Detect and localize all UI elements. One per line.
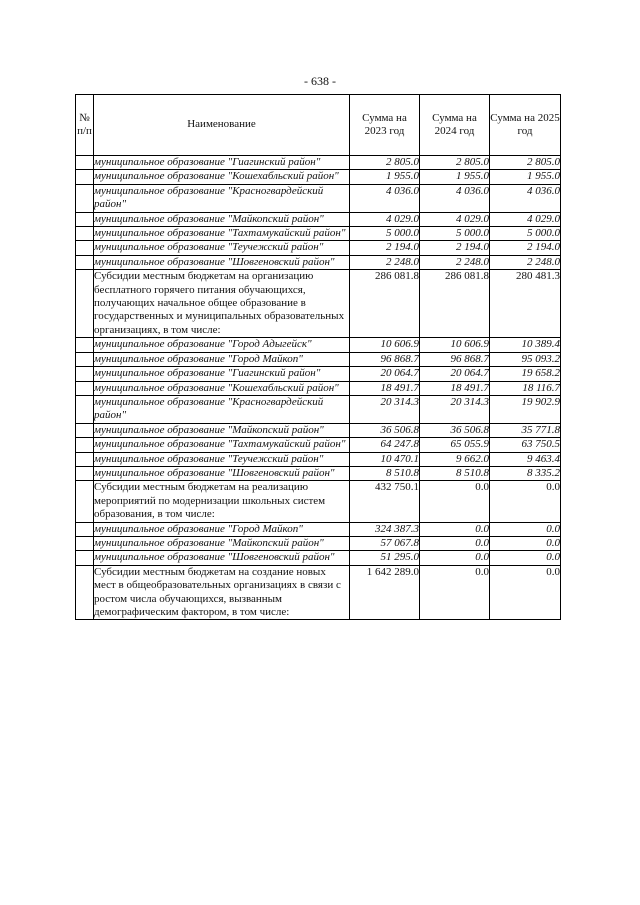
- row-number-cell: [76, 381, 94, 395]
- row-value-2023: 20 314.3: [350, 395, 420, 423]
- row-name-cell: муниципальное образование "Теучежский район": [94, 241, 350, 255]
- row-value-2024: 5 000.0: [420, 227, 490, 241]
- table-row: [76, 367, 561, 381]
- row-value-2025: 9 463.4: [490, 452, 561, 466]
- row-number-cell: [76, 184, 94, 212]
- row-name-cell: муниципальное образование "Теучежский район": [94, 452, 350, 466]
- row-value-2024: 0.0: [420, 551, 490, 565]
- table-row: [76, 241, 561, 255]
- row-number-cell: [76, 255, 94, 269]
- row-value-2023: 20 064.7: [350, 367, 420, 381]
- header-2025: Сумма на 2025 год: [490, 95, 561, 156]
- table-row: [76, 212, 561, 226]
- row-name-cell: муниципальное образование "Город Майкоп": [94, 352, 350, 366]
- row-value-2023: 432 750.1: [350, 481, 420, 522]
- row-value-2025: 18 116.7: [490, 381, 561, 395]
- row-value-2024: 0.0: [420, 536, 490, 550]
- row-number-cell: [76, 395, 94, 423]
- table-row: [76, 227, 561, 241]
- row-value-2024: 0.0: [420, 522, 490, 536]
- row-value-2025: 95 093.2: [490, 352, 561, 366]
- row-name-cell: Субсидии местным бюджетам на создание новых мест в общеобразовательных организациях в связи с ростом числа обучающихся, вызванным демографическим фактором, в том числе:: [94, 565, 350, 620]
- row-value-2023: 1 955.0: [350, 170, 420, 184]
- row-name-cell: муниципальное образование "Тахтамукайский район": [94, 227, 350, 241]
- row-value-2024: 4 029.0: [420, 212, 490, 226]
- row-value-2025: 280 481.3: [490, 270, 561, 338]
- row-value-2023: 286 081.8: [350, 270, 420, 338]
- row-value-2023: 36 506.8: [350, 423, 420, 437]
- row-name-cell: Субсидии местным бюджетам на организацию бесплатного горячего питания обучающихся, получающих начальное общее образование в государственных и муниципальных образовательных организациях, в том числе:: [94, 270, 350, 338]
- row-value-2023: 4 029.0: [350, 212, 420, 226]
- row-value-2023: 18 491.7: [350, 381, 420, 395]
- header-number: № п/п: [76, 95, 94, 156]
- row-value-2025: 8 335.2: [490, 466, 561, 480]
- row-name-cell: муниципальное образование "Майкопский район": [94, 423, 350, 437]
- row-number-cell: [76, 438, 94, 452]
- table-row-subsidy-total: [76, 481, 561, 522]
- row-number-cell: [76, 466, 94, 480]
- row-name-cell: муниципальное образование "Шовгеновский район": [94, 551, 350, 565]
- row-name-cell: муниципальное образование "Майкопский район": [94, 212, 350, 226]
- table-row: [76, 452, 561, 466]
- table-row-subsidy-total: [76, 565, 561, 620]
- row-value-2024: 36 506.8: [420, 423, 490, 437]
- row-name-cell: муниципальное образование "Кошехабльский район": [94, 170, 350, 184]
- row-name-cell: муниципальное образование "Кошехабльский район": [94, 381, 350, 395]
- row-value-2024: 20 314.3: [420, 395, 490, 423]
- row-value-2025: 0.0: [490, 481, 561, 522]
- row-name-cell: муниципальное образование "Майкопский район": [94, 536, 350, 550]
- header-2024: Сумма на 2024 год: [420, 95, 490, 156]
- row-value-2023: 64 247.8: [350, 438, 420, 452]
- row-value-2024: 1 955.0: [420, 170, 490, 184]
- row-value-2025: 0.0: [490, 551, 561, 565]
- header-name: Наименование: [94, 95, 350, 156]
- row-value-2023: 1 642 289.0: [350, 565, 420, 620]
- row-value-2025: 0.0: [490, 565, 561, 620]
- row-number-cell: [76, 452, 94, 466]
- row-value-2025: 35 771.8: [490, 423, 561, 437]
- row-value-2023: 2 805.0: [350, 156, 420, 170]
- row-name-cell: муниципальное образование "Красногвардейский район": [94, 395, 350, 423]
- row-value-2023: 96 868.7: [350, 352, 420, 366]
- row-number-cell: [76, 338, 94, 352]
- row-value-2023: 51 295.0: [350, 551, 420, 565]
- row-number-cell: [76, 536, 94, 550]
- table-body: [76, 156, 561, 620]
- row-number-cell: [76, 156, 94, 170]
- row-value-2024: 4 036.0: [420, 184, 490, 212]
- row-name-cell: Субсидии местным бюджетам на реализацию мероприятий по модернизации школьных систем образования, в том числе:: [94, 481, 350, 522]
- table-row: [76, 551, 561, 565]
- row-value-2023: 8 510.8: [350, 466, 420, 480]
- row-value-2025: 4 036.0: [490, 184, 561, 212]
- row-value-2024: 65 055.9: [420, 438, 490, 452]
- row-value-2025: 10 389.4: [490, 338, 561, 352]
- row-name-cell: муниципальное образование "Тахтамукайский район": [94, 438, 350, 452]
- row-value-2023: 2 194.0: [350, 241, 420, 255]
- row-value-2024: 18 491.7: [420, 381, 490, 395]
- row-number-cell: [76, 170, 94, 184]
- row-value-2024: 96 868.7: [420, 352, 490, 366]
- row-value-2024: 8 510.8: [420, 466, 490, 480]
- table-row-subsidy-total: [76, 270, 561, 338]
- row-name-cell: муниципальное образование "Гиагинский район": [94, 367, 350, 381]
- row-value-2025: 63 750.5: [490, 438, 561, 452]
- row-value-2025: 2 194.0: [490, 241, 561, 255]
- row-value-2024: 0.0: [420, 565, 490, 620]
- row-number-cell: [76, 270, 94, 338]
- row-name-cell: муниципальное образование "Шовгеновский район": [94, 255, 350, 269]
- table-row: [76, 381, 561, 395]
- row-value-2025: 0.0: [490, 536, 561, 550]
- table-row: [76, 536, 561, 550]
- row-value-2023: 10 470.1: [350, 452, 420, 466]
- row-value-2024: 2 248.0: [420, 255, 490, 269]
- row-value-2024: 286 081.8: [420, 270, 490, 338]
- row-value-2025: 19 902.9: [490, 395, 561, 423]
- table-row: [76, 170, 561, 184]
- table-header-row: [76, 95, 561, 156]
- row-value-2025: 5 000.0: [490, 227, 561, 241]
- row-number-cell: [76, 423, 94, 437]
- table-row: [76, 352, 561, 366]
- row-number-cell: [76, 367, 94, 381]
- row-value-2025: 19 658.2: [490, 367, 561, 381]
- row-value-2024: 2 805.0: [420, 156, 490, 170]
- table-row: [76, 522, 561, 536]
- row-name-cell: муниципальное образование "Город Адыгейск": [94, 338, 350, 352]
- row-number-cell: [76, 565, 94, 620]
- row-number-cell: [76, 481, 94, 522]
- header-2023: Сумма на 2023 год: [350, 95, 420, 156]
- row-name-cell: муниципальное образование "Красногвардейский район": [94, 184, 350, 212]
- row-number-cell: [76, 212, 94, 226]
- table-row: [76, 156, 561, 170]
- row-value-2025: 2 805.0: [490, 156, 561, 170]
- row-name-cell: муниципальное образование "Город Майкоп": [94, 522, 350, 536]
- table-row: [76, 255, 561, 269]
- row-number-cell: [76, 522, 94, 536]
- row-value-2023: 2 248.0: [350, 255, 420, 269]
- row-number-cell: [76, 227, 94, 241]
- table-row: [76, 184, 561, 212]
- row-value-2025: 4 029.0: [490, 212, 561, 226]
- table-row: [76, 438, 561, 452]
- row-value-2025: 0.0: [490, 522, 561, 536]
- row-value-2023: 57 067.8: [350, 536, 420, 550]
- row-value-2023: 10 606.9: [350, 338, 420, 352]
- table-row: [76, 338, 561, 352]
- row-value-2025: 2 248.0: [490, 255, 561, 269]
- row-number-cell: [76, 551, 94, 565]
- row-number-cell: [76, 352, 94, 366]
- table-row: [76, 466, 561, 480]
- row-value-2024: 0.0: [420, 481, 490, 522]
- row-value-2024: 9 662.0: [420, 452, 490, 466]
- row-value-2023: 4 036.0: [350, 184, 420, 212]
- row-value-2023: 5 000.0: [350, 227, 420, 241]
- row-name-cell: муниципальное образование "Шовгеновский район": [94, 466, 350, 480]
- row-value-2024: 20 064.7: [420, 367, 490, 381]
- table-row: [76, 395, 561, 423]
- row-value-2025: 1 955.0: [490, 170, 561, 184]
- row-value-2024: 10 606.9: [420, 338, 490, 352]
- row-number-cell: [76, 241, 94, 255]
- row-name-cell: муниципальное образование "Гиагинский район": [94, 156, 350, 170]
- row-value-2023: 324 387.3: [350, 522, 420, 536]
- page-number: - 638 -: [304, 74, 336, 88]
- row-value-2024: 2 194.0: [420, 241, 490, 255]
- budget-table: [75, 94, 561, 620]
- table-row: [76, 423, 561, 437]
